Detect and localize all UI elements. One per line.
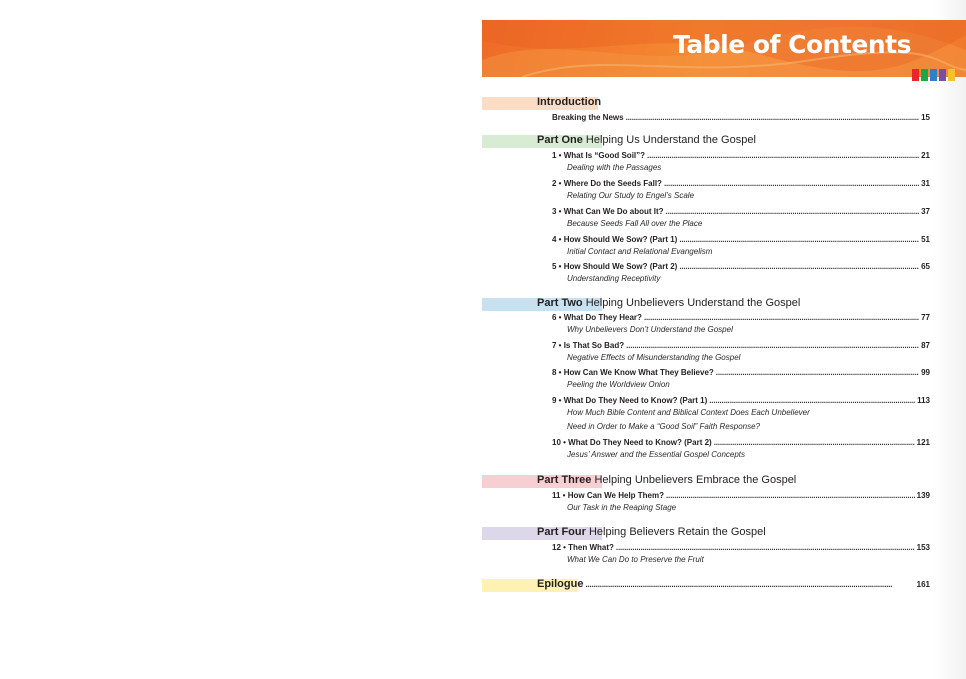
section-subtitle: Helping Us Understand the Gospel (585, 134, 756, 146)
section-subtitle: Helping Unbelievers Understand the Gospel (585, 297, 801, 309)
entry-title: 10 • What Do They Need to Know? (Part 2) (552, 438, 712, 447)
page-title: Table of Contents (673, 30, 911, 59)
swatch (921, 69, 928, 81)
toc-entry[interactable] (552, 151, 930, 163)
toc-entry[interactable] (552, 543, 930, 555)
entry-subtitle: Dealing with the Passages (567, 163, 662, 172)
entry-subtitle: Relating Our Study to Engel’s Scale (567, 191, 695, 200)
entry-title: 7 • Is That So Bad? (552, 341, 625, 350)
entry-subtitle: Our Task in the Reaping Stage (567, 503, 677, 512)
entry-title: Breaking the News (552, 113, 624, 122)
toc-entry[interactable] (552, 262, 930, 274)
entry-title: 8 • How Can We Know What They Believe? (552, 368, 714, 377)
entry-title: 2 • Where Do the Seeds Fall? (552, 179, 662, 188)
toc-entry[interactable] (552, 341, 930, 353)
toc-entry[interactable] (552, 438, 930, 450)
entry-page: 161 (916, 580, 930, 589)
toc-entry[interactable] (552, 491, 930, 503)
entry-page: 87 (921, 341, 930, 350)
toc-entry[interactable] (552, 313, 930, 325)
entry-subtitle: How Much Bible Content and Biblical Context Does Each Unbeliever (567, 408, 810, 417)
entry-page: 15 (921, 113, 930, 122)
entry-title: 11 • How Can We Help Them? (552, 491, 665, 500)
entry-subtitle: Understanding Receptivity (567, 274, 661, 283)
entry-subtitle: What We Can Do to Preserve the Fruit (567, 555, 704, 564)
page-edge-shadow (934, 0, 966, 679)
swatch (939, 69, 946, 81)
entry-title: 1 • What Is “Good Soil”? (552, 151, 646, 160)
color-swatches (912, 69, 955, 81)
entry-subtitle: Peeling the Worldview Onion (567, 380, 670, 389)
section-label: Epilogue (537, 578, 584, 590)
entry-subtitle: Because Seeds Fall All over the Place (567, 219, 703, 228)
section-subtitle: Helping Believers Retain the Gospel (588, 526, 766, 538)
entry-title: 4 • How Should We Sow? (Part 1) (552, 235, 678, 244)
toc-entry[interactable] (552, 113, 930, 125)
entry-page: 21 (921, 151, 930, 160)
entry-title: 6 • What Do They Hear? (552, 313, 642, 322)
section-label: Part Three (537, 474, 592, 486)
swatch (930, 69, 937, 81)
toc-entry[interactable] (552, 179, 930, 191)
section-label: Introduction (537, 96, 602, 108)
entry-page: 65 (921, 262, 930, 271)
entry-page: 77 (921, 313, 930, 322)
section-label: Part One (537, 134, 583, 146)
entry-subtitle: Negative Effects of Misunderstanding the Gospel (567, 353, 741, 362)
entry-page: 51 (921, 235, 930, 244)
entry-subtitle: Jesus’ Answer and the Essential Gospel Concepts (567, 450, 746, 459)
swatch (912, 69, 919, 81)
toc-entry-epilogue[interactable] (537, 578, 930, 590)
entry-title: 9 • What Do They Need to Know? (Part 1) (552, 396, 708, 405)
section-label: Part Two (537, 297, 583, 309)
title-banner (482, 20, 966, 77)
toc-entry[interactable] (552, 368, 930, 380)
entry-subtitle-continued: Need in Order to Make a “Good Soil” Faith Response? (567, 422, 760, 431)
entry-page: 139 (916, 491, 930, 500)
entry-page: 113 (917, 396, 930, 405)
entry-page: 153 (916, 543, 930, 552)
entry-page: 37 (921, 207, 930, 216)
entry-page: 31 (921, 179, 930, 188)
entry-title: 5 • How Should We Sow? (Part 2) (552, 262, 678, 271)
entry-page: 99 (921, 368, 930, 377)
entry-page: 121 (916, 438, 930, 447)
toc-entry[interactable] (552, 207, 930, 219)
entry-subtitle: Initial Contact and Relational Evangelism (567, 247, 713, 256)
section-label: Part Four (537, 526, 586, 538)
toc-entry[interactable] (552, 396, 930, 408)
swatch (948, 69, 955, 81)
entry-title: 12 • Then What? (552, 543, 614, 552)
section-subtitle: Helping Unbelievers Embrace the Gospel (594, 474, 797, 486)
toc-entry[interactable] (552, 235, 930, 247)
entry-title: 3 • What Can We Do about It? (552, 207, 664, 216)
entry-subtitle: Why Unbelievers Don’t Understand the Gospel (567, 325, 733, 334)
